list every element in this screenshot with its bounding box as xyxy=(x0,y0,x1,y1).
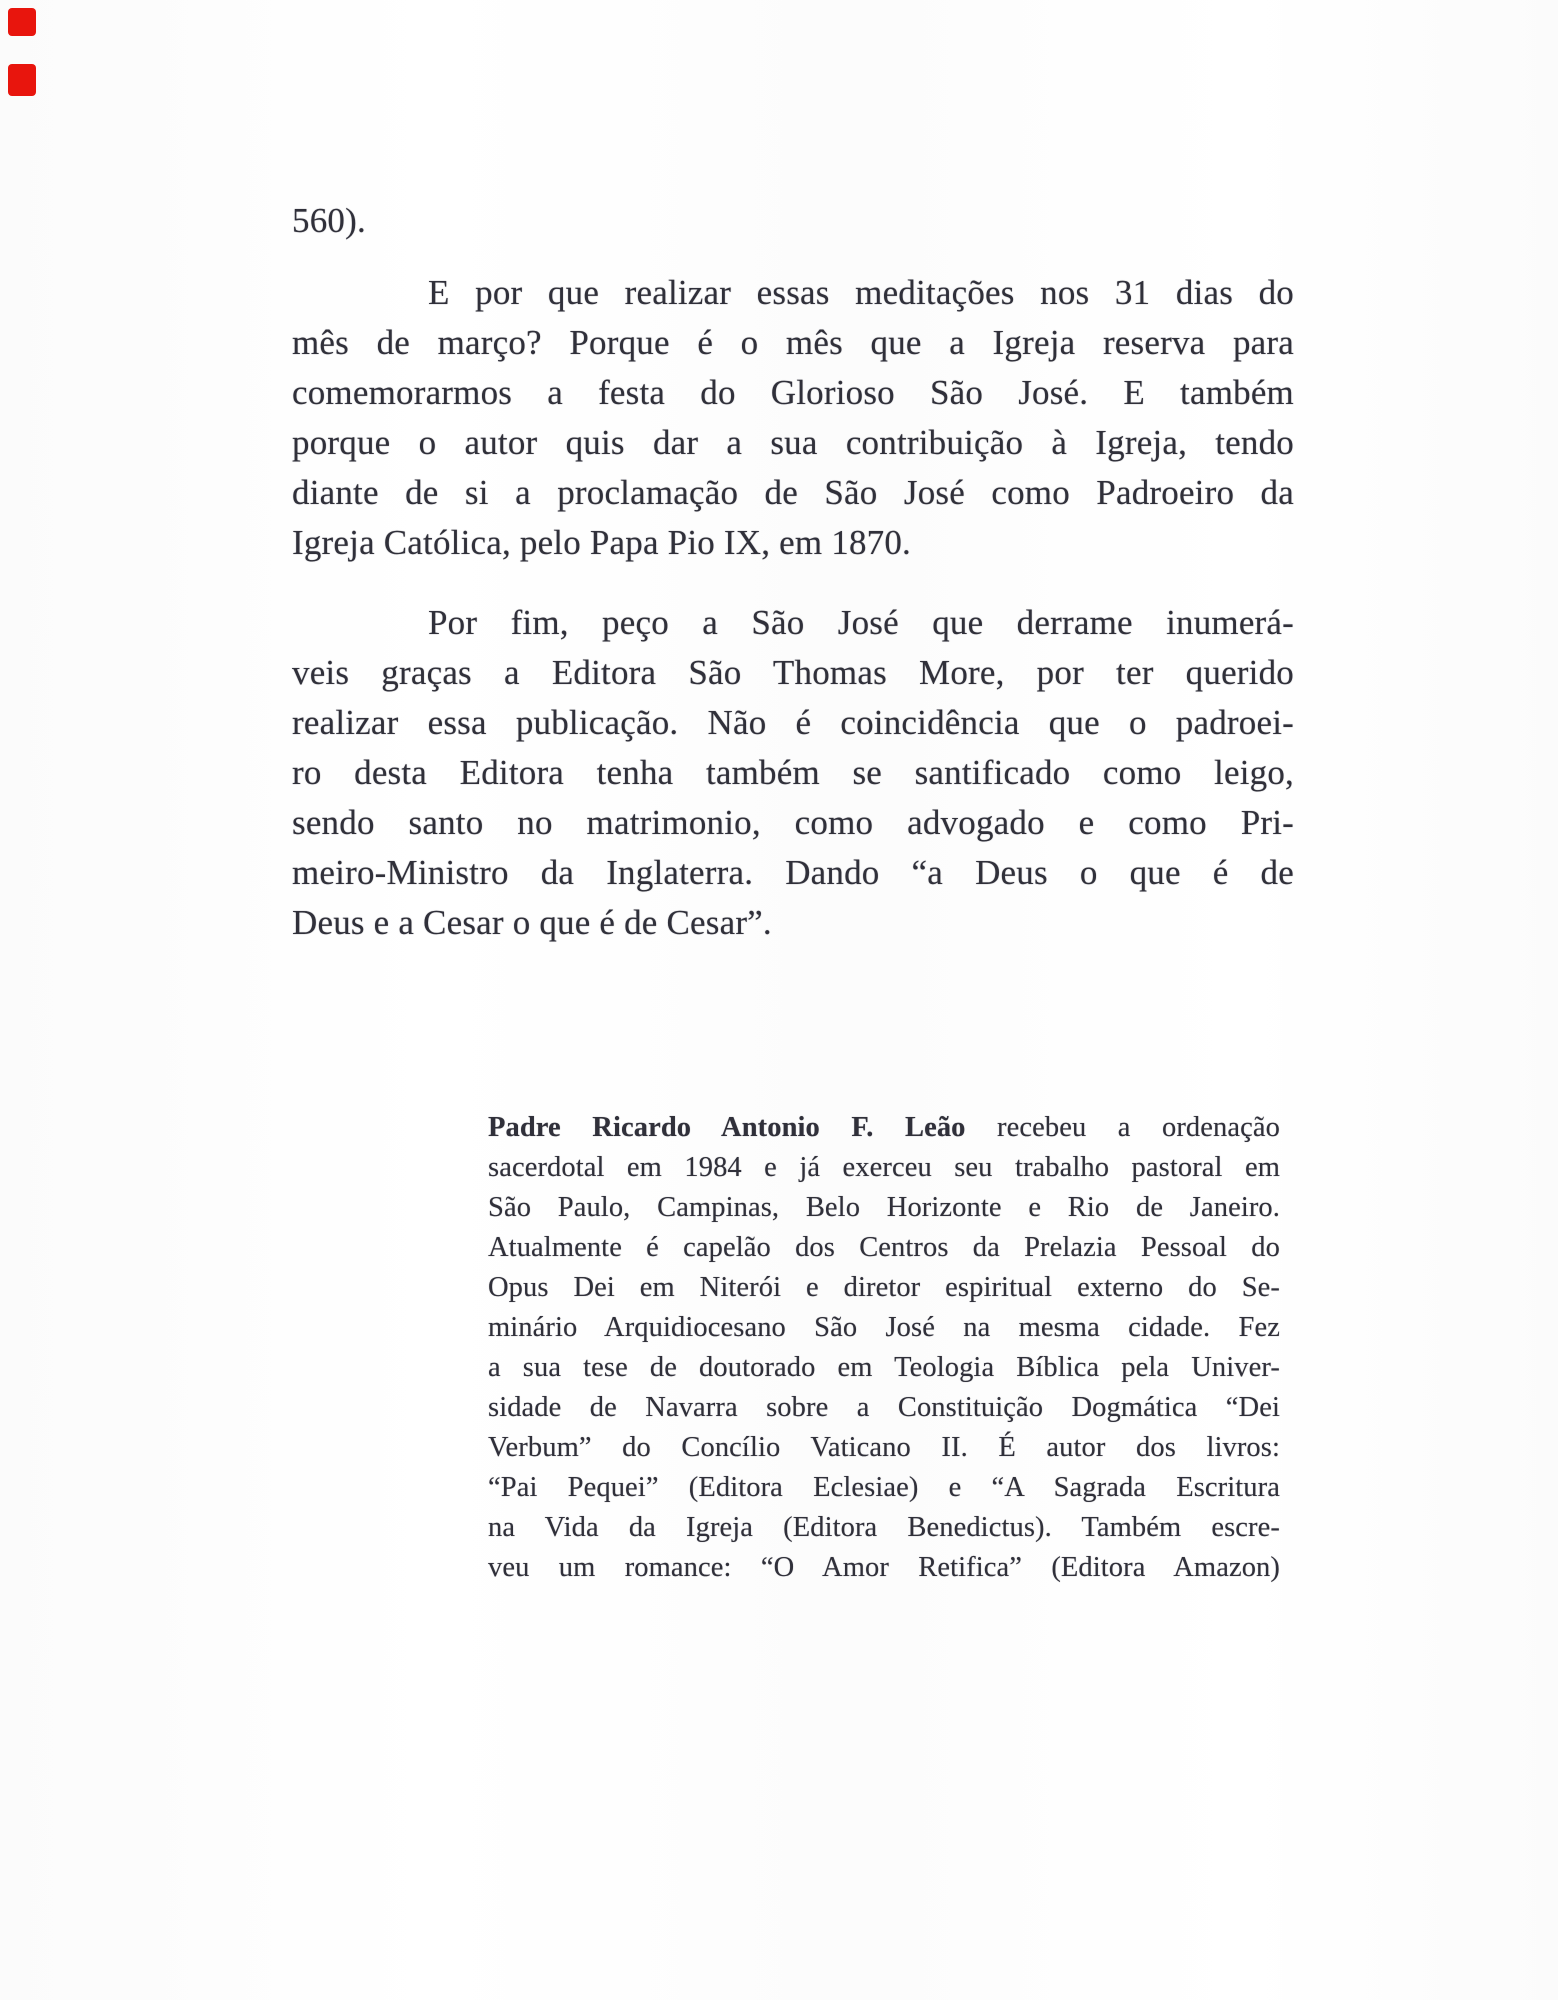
text-line: “Pai Pequei” (Editora Eclesiae) e “A Sagrada Escritura xyxy=(488,1472,1280,1503)
bio-line-rest: recebeu a ordenação xyxy=(965,1112,1280,1143)
text-line: diante de si a proclamação de São José como Padroeiro da xyxy=(292,473,1294,512)
text-line: veis graças a Editora São Thomas More, por ter querido xyxy=(292,653,1294,692)
text-line: Atualmente é capelão dos Centros da Prelazia Pessoal do xyxy=(488,1232,1280,1263)
text-line xyxy=(488,1108,1280,1148)
text-line: veu um romance: “O Amor Retifica” (Editora Amazon) xyxy=(488,1552,1280,1583)
author-bio xyxy=(488,1108,1280,1588)
text-line: Deus e a Cesar o que é de Cesar”. xyxy=(292,903,772,942)
paragraph-march-meditations xyxy=(292,268,1294,568)
text-line: meiro-Ministro da Inglaterra. Dando “a Deus o que é de xyxy=(292,853,1294,892)
text-line: realizar essa publicação. Não é coincidência que o padroei- xyxy=(292,703,1294,742)
text-line: comemorarmos a festa do Glorioso São José. E também xyxy=(292,373,1294,412)
text-line: sidade de Navarra sobre a Constituição Dogmática “Dei xyxy=(488,1392,1280,1423)
text-line: sendo santo no matrimonio, como advogado e como Pri- xyxy=(292,803,1294,842)
text-line: porque o autor quis dar a sua contribuição à Igreja, tendo xyxy=(292,423,1294,462)
text-line: a sua tese de doutorado em Teologia Bíblica pela Univer- xyxy=(488,1352,1280,1383)
text-line: minário Arquidiocesano São José na mesma cidade. Fez xyxy=(488,1312,1280,1343)
author-name-bold: Padre Ricardo Antonio F. Leão xyxy=(488,1112,966,1143)
text-line: Por fim, peço a São José que derrame inumerá- xyxy=(428,603,1294,642)
text-line: na Vida da Igreja (Editora Benedictus). Também escre- xyxy=(488,1512,1280,1543)
text-line: E por que realizar essas meditações nos 31 dias do xyxy=(428,273,1294,312)
text-line: Igreja Católica, pelo Papa Pio IX, em 1870. xyxy=(292,523,911,562)
text-line: ro desta Editora tenha também se santificado como leigo, xyxy=(292,753,1294,792)
text-line: São Paulo, Campinas, Belo Horizonte e Rio de Janeiro. xyxy=(488,1192,1280,1223)
text-line: Opus Dei em Niterói e diretor espiritual externo do Se- xyxy=(488,1272,1280,1303)
red-pen-mark-top xyxy=(8,8,36,36)
text-line: Verbum” do Concílio Vaticano II. É autor dos livros: xyxy=(488,1432,1280,1463)
text-line: mês de março? Porque é o mês que a Igreja reserva para xyxy=(292,323,1294,362)
page-reference-560: 560). xyxy=(292,201,366,240)
red-pen-mark-bottom xyxy=(8,64,36,96)
text-line: sacerdotal em 1984 e já exerceu seu trabalho pastoral em xyxy=(488,1152,1280,1183)
paragraph-final-thanks xyxy=(292,598,1294,948)
